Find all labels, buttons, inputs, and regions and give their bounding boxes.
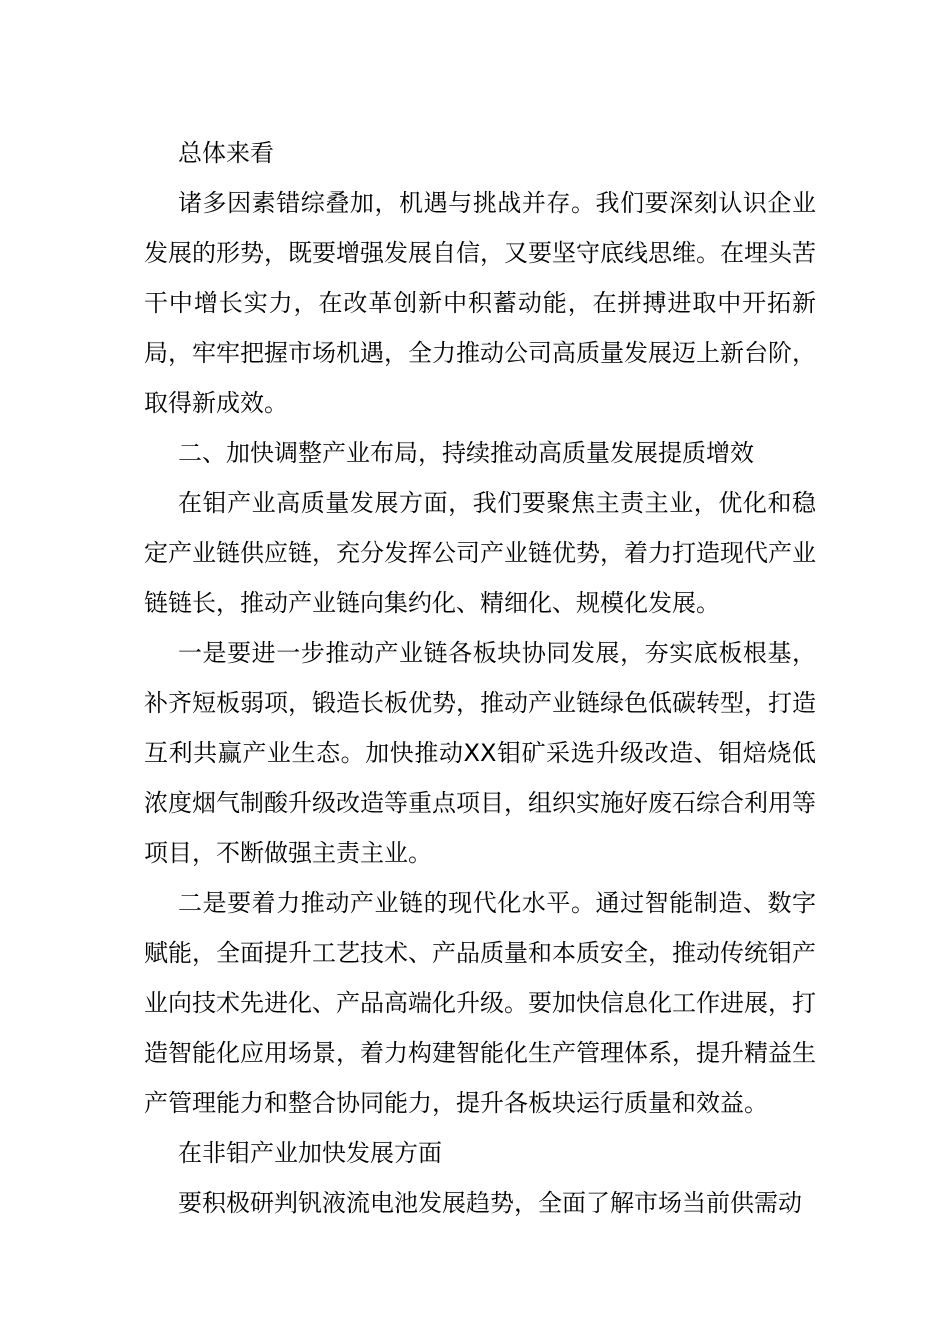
- paragraph-summary-body: 诸多因素错综叠加，机遇与挑战并存。我们要深刻认识企业发展的形势，既要增强发展自信，又要坚守底线思维。在埋头苦干中增长实力，在改革创新中积蓄动能，在拼搏进取中开拓新局，牢牢把握市场机遇，全力推动公司高质量发展迈上新台阶，取得新成效。: [144, 189, 816, 417]
- paragraph-point-two: 二是要着力推动产业链的现代化水平。通过智能制造、数字赋能，全面提升工艺技术、产品质量和本质安全，推动传统钼产业向技术先进化、产品高端化升级。要加快信息化工作进展，打造智能化应用场景，着力构建智能化生产管理体系，提升精益生产管理能力和整合协同能力，提升各板块运行质量和效益。: [144, 889, 816, 1117]
- paragraph-vanadium-battery: 要积极研判钒液流电池发展趋势，全面了解市场当前供需动: [178, 1189, 802, 1217]
- section-heading-industry-layout: 二、加快调整产业布局，持续推动高质量发展提质增效: [178, 439, 754, 467]
- paragraph-point-one: 一是要进一步推动产业链各板块协同发展，夯实底板根基，补齐短板弱项，锻造长板优势，推动产业链绿色低碳转型，打造互利共赢产业生态。加快推动XX钼矿采选升级改造、钼焙烧低浓度烟气制酸升级改造等重点项目，组织实施好废石综合利用等项目，不断做强主责主业。: [144, 639, 816, 867]
- document-body: [144, 128, 816, 1228]
- paragraph-molybdenum-development: 在钼产业高质量发展方面，我们要聚焦主责主业，优化和稳定产业链供应链，充分发挥公司产业链优势，着力打造现代产业链链长，推动产业链向集约化、精细化、规模化发展。: [144, 489, 816, 617]
- paragraph-non-molybdenum-heading: 在非钼产业加快发展方面: [178, 1139, 442, 1167]
- paragraph-summary-heading: 总体来看: [178, 139, 274, 167]
